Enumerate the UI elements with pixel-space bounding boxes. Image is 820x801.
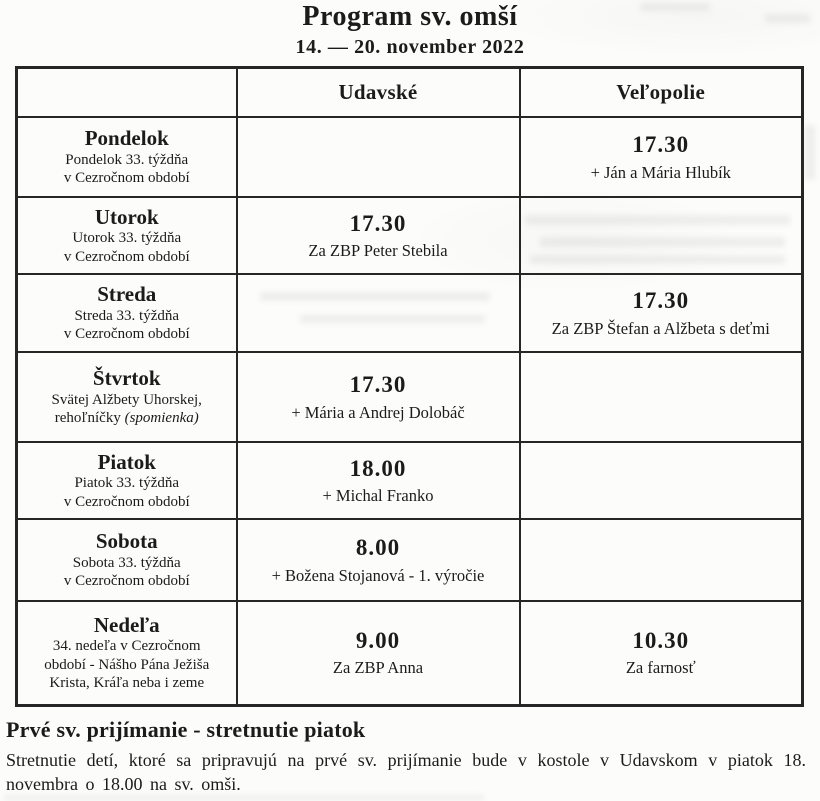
scan-artifact <box>805 125 815 180</box>
document-subtitle: 14. — 20. november 2022 <box>295 35 525 58</box>
day-detail-line: v Cezročnom období <box>63 248 190 265</box>
day-detail-line: v Cezročnom období <box>63 493 190 510</box>
column-header-udavske: Udavské <box>237 67 520 117</box>
day-name: Sobota <box>95 529 158 554</box>
mass-time: 17.30 <box>349 372 407 398</box>
mass-intention: Za ZBP Peter Stebila <box>308 241 448 261</box>
day-detail-line: období - Nášho Pána Ježiša <box>44 656 210 673</box>
velopolie-cell <box>520 352 803 442</box>
table-row <box>17 274 803 352</box>
mass-intention: + Božena Stojanová - 1. výročie <box>271 565 485 585</box>
udavske-cell <box>237 519 520 601</box>
mass-time: 17.30 <box>632 288 690 314</box>
table-row <box>17 197 803 274</box>
mass-schedule-table <box>15 66 804 707</box>
mass-intention: + Michal Franko <box>322 486 434 506</box>
mass-time: 17.30 <box>349 210 407 236</box>
day-cell <box>17 601 237 705</box>
day-cell <box>17 274 237 352</box>
day-detail-line: Pondelok 33. týždňa <box>65 151 189 168</box>
mass-time: 9.00 <box>355 628 401 653</box>
table-row <box>17 442 803 519</box>
day-detail-line: v Cezročnom období <box>63 573 190 590</box>
day-name: Piatok <box>97 449 156 474</box>
mass-intention: + Mária a Andrej Dolobáč <box>291 402 465 422</box>
day-detail-line: 34. nedeľa v Cezročnom <box>52 637 201 654</box>
day-name: Štvrtok <box>92 366 161 391</box>
velopolie-cell <box>520 601 803 705</box>
day-detail-line: Streda 33. týždňa <box>74 307 180 324</box>
udavske-cell <box>237 117 520 197</box>
day-detail-line: Svätej Alžbety Uhorskej, <box>51 391 202 408</box>
udavske-cell <box>237 442 520 519</box>
footer-heading: Prvé sv. prijímanie - stretnutie piatok <box>6 716 366 742</box>
table-row <box>17 601 803 705</box>
document-footer <box>6 717 812 797</box>
mass-intention: + Ján a Mária Hlubík <box>590 162 731 182</box>
mass-intention: Za farnosť <box>625 658 696 678</box>
document-title: Program sv. omší <box>302 1 518 32</box>
mass-intention: Za ZBP Štefan a Alžbeta s deťmi <box>551 318 770 338</box>
velopolie-cell <box>520 274 803 352</box>
velopolie-cell <box>520 117 803 197</box>
day-cell <box>17 197 237 274</box>
udavske-cell <box>237 601 520 705</box>
velopolie-cell <box>520 442 803 519</box>
mass-time: 18.00 <box>349 455 407 481</box>
column-header-velopolie: Veľopolie <box>520 67 803 117</box>
column-header-day <box>17 67 237 117</box>
footer-body: Stretnutie detí, ktoré sa pripravujú na prvé sv. prijímanie bude v kostole v Udavskom v piatok 18. novembra o 18.00 na sv. omši. <box>6 749 806 795</box>
day-cell <box>17 442 237 519</box>
mass-time: 17.30 <box>632 132 690 158</box>
udavske-cell <box>237 352 520 442</box>
day-detail-line: Krista, Kráľa neba i zeme <box>49 675 205 692</box>
day-cell <box>17 117 237 197</box>
day-name: Utorok <box>94 204 159 229</box>
day-detail-line: v Cezročnom období <box>63 170 190 187</box>
day-detail-line: rehoľníčky (spomienka) <box>54 410 199 427</box>
velopolie-cell <box>520 197 803 274</box>
table-row <box>17 352 803 442</box>
mass-time: 8.00 <box>355 535 401 561</box>
velopolie-cell <box>520 519 803 601</box>
day-detail-line: Sobota 33. týždňa <box>72 554 181 571</box>
table-header-row <box>17 67 803 117</box>
mass-intention: Za ZBP Anna <box>332 658 424 678</box>
day-detail-line: Utorok 33. týždňa <box>72 230 182 247</box>
day-name: Nedeľa <box>93 612 160 637</box>
day-cell <box>17 352 237 442</box>
udavske-cell <box>237 274 520 352</box>
day-detail-line: v Cezročnom období <box>63 326 190 343</box>
table-row <box>17 519 803 601</box>
udavske-cell <box>237 197 520 274</box>
table-row <box>17 117 803 197</box>
mass-time: 10.30 <box>632 628 690 653</box>
day-detail-line: Piatok 33. týždňa <box>74 475 180 492</box>
document-header <box>0 0 820 59</box>
day-name: Pondelok <box>84 126 169 151</box>
day-cell <box>17 519 237 601</box>
day-name: Streda <box>97 282 157 307</box>
